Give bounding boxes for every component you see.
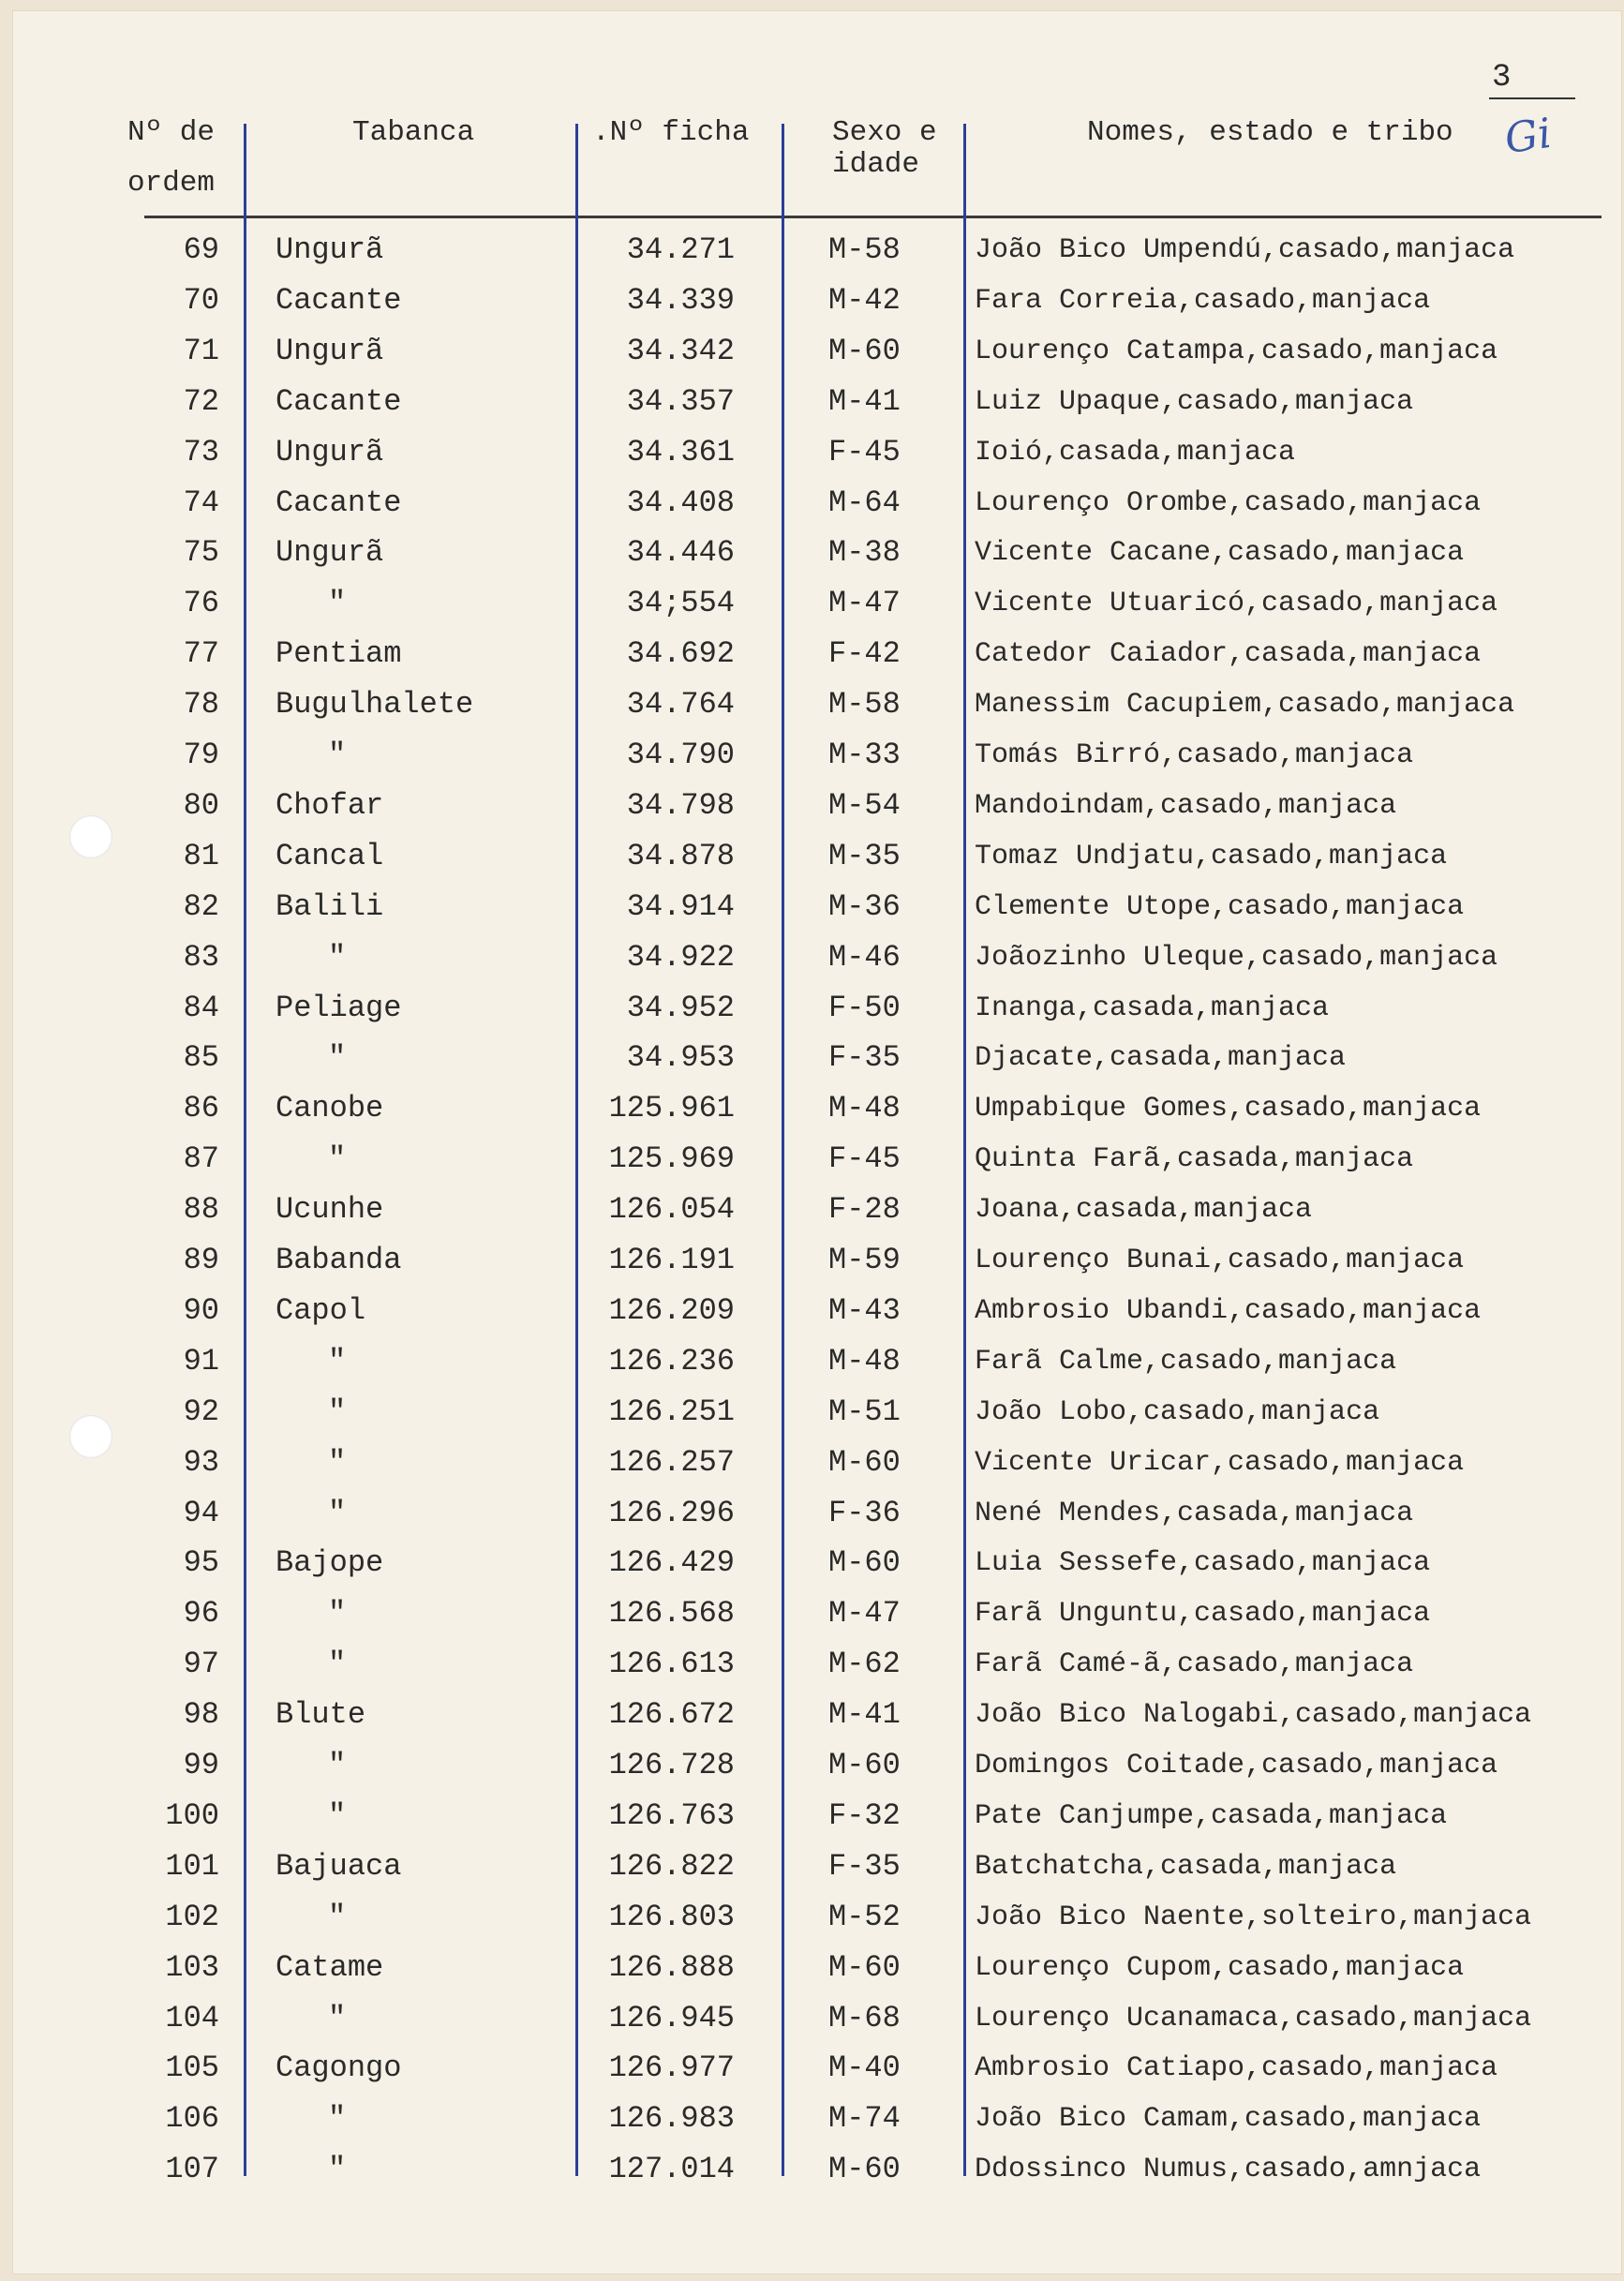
name-cell: Mandoindam,casado,manjaca <box>975 789 1397 822</box>
header-sexo-line2: idade <box>832 148 920 181</box>
ficha-cell: 126.977 <box>608 2050 735 2086</box>
tabanca-cell: " <box>328 1141 347 1177</box>
table-row <box>13 1892 1621 1943</box>
table-row <box>13 1134 1621 1185</box>
tabanca-cell: Canobe <box>276 1091 384 1126</box>
sex-age-cell: M-58 <box>828 687 901 723</box>
order-number: 93 <box>183 1444 219 1480</box>
document-page <box>13 11 1621 2274</box>
ficha-cell: 126.672 <box>608 1697 735 1733</box>
name-cell: Ambrosio Catiapo,casado,manjaca <box>975 2052 1498 2085</box>
order-number: 75 <box>183 535 219 571</box>
order-number: 92 <box>183 1394 219 1429</box>
order-number: 84 <box>183 990 219 1025</box>
sex-age-cell: M-60 <box>828 1545 901 1581</box>
tabanca-cell: " <box>328 1343 347 1379</box>
table-row <box>13 730 1621 781</box>
ficha-cell: 34.914 <box>626 888 735 924</box>
sex-age-cell: M-64 <box>828 485 901 520</box>
ficha-cell: 34.764 <box>626 687 735 723</box>
ficha-cell: 126.429 <box>608 1545 735 1581</box>
ficha-cell: 34.446 <box>626 535 735 571</box>
sex-age-cell: F-32 <box>828 1797 901 1833</box>
tabanca-cell: Cagongo <box>276 2050 402 2086</box>
header-nomes: Nomes, estado e tribo <box>1087 116 1453 149</box>
table-row <box>13 377 1621 427</box>
table-row <box>13 882 1621 932</box>
name-cell: João Bico Camam,casado,manjaca <box>975 2103 1482 2136</box>
tabanca-cell: " <box>328 1495 347 1530</box>
sex-age-cell: M-48 <box>828 1343 901 1379</box>
order-number: 103 <box>165 1949 219 1985</box>
sex-age-cell: M-59 <box>828 1243 901 1277</box>
sex-age-cell: M-36 <box>828 888 901 924</box>
tabanca-cell: Cacante <box>276 485 402 520</box>
name-cell: Vicente Utuaricó,casado,manjaca <box>975 588 1498 620</box>
table-row <box>13 2144 1621 2195</box>
table-row <box>13 679 1621 730</box>
sex-age-cell: M-42 <box>828 282 901 318</box>
order-number: 107 <box>165 2152 219 2187</box>
order-number: 77 <box>183 636 219 672</box>
header-ordem-line2: ordem <box>127 167 216 200</box>
table-row <box>13 1993 1621 2044</box>
name-cell: Joana,casada,manjaca <box>975 1194 1313 1227</box>
order-number: 89 <box>183 1243 219 1277</box>
name-cell: Joãozinho Uleque,casado,manjaca <box>975 941 1498 974</box>
table-row <box>13 1943 1621 1993</box>
order-number: 91 <box>183 1343 219 1379</box>
tabanca-cell: Ungurã <box>276 535 384 571</box>
name-cell: Luiz Upaque,casado,manjaca <box>975 385 1414 418</box>
sex-age-cell: M-74 <box>828 2101 901 2137</box>
name-cell: Lourenço Catampa,casado,manjaca <box>975 335 1498 367</box>
table-row <box>13 225 1621 276</box>
table-row <box>13 528 1621 578</box>
name-cell: Pate Canjumpe,casada,manjaca <box>975 1799 1448 1832</box>
tabanca-cell: Bajuaca <box>276 1848 402 1884</box>
order-number: 101 <box>165 1848 219 1884</box>
table-row <box>13 932 1621 983</box>
name-cell: Farã Camé-ã,casado,manjaca <box>975 1648 1414 1681</box>
order-number: 78 <box>183 687 219 723</box>
sex-age-cell: M-47 <box>828 1596 901 1632</box>
table-row <box>13 1235 1621 1286</box>
ficha-cell: 126.822 <box>608 1848 735 1884</box>
order-number: 100 <box>165 1797 219 1833</box>
name-cell: Manessim Cacupiem,casado,manjaca <box>975 689 1515 722</box>
order-number: 94 <box>183 1495 219 1530</box>
table-row <box>13 427 1621 478</box>
name-cell: Clemente Utope,casado,manjaca <box>975 890 1465 923</box>
sex-age-cell: F-28 <box>828 1192 901 1228</box>
table-row <box>13 478 1621 529</box>
sex-age-cell: F-35 <box>828 1040 901 1076</box>
sex-age-cell: F-50 <box>828 990 901 1025</box>
table-row <box>13 1841 1621 1892</box>
sex-age-cell: M-48 <box>828 1091 901 1126</box>
table-row <box>13 831 1621 882</box>
name-cell: Farã Unguntu,casado,manjaca <box>975 1598 1431 1631</box>
tabanca-cell: Pentiam <box>276 636 402 672</box>
order-number: 105 <box>165 2050 219 2086</box>
name-cell: Ddossinco Numus,casado,amnjaca <box>975 2154 1482 2186</box>
name-cell: Lourenço Bunai,casado,manjaca <box>975 1245 1465 1276</box>
name-cell: Ioió,casada,manjaca <box>975 436 1296 469</box>
tabanca-cell: Capol <box>276 1292 366 1328</box>
order-number: 70 <box>183 282 219 318</box>
tabanca-cell: Cancal <box>276 838 384 873</box>
tabanca-cell: " <box>328 1596 347 1632</box>
table-row <box>13 1336 1621 1387</box>
tabanca-cell: Chofar <box>276 787 384 823</box>
ficha-cell: 34.271 <box>626 232 735 267</box>
order-number: 79 <box>183 738 219 772</box>
table-row <box>13 1387 1621 1438</box>
ficha-cell: 126.763 <box>608 1797 735 1833</box>
sex-age-cell: M-60 <box>828 333 901 368</box>
sex-age-cell: F-36 <box>828 1495 901 1530</box>
name-cell: Vicente Cacane,casado,manjaca <box>975 537 1465 570</box>
tabanca-cell: Babanda <box>276 1243 402 1277</box>
sex-age-cell: M-52 <box>828 1899 901 1934</box>
tabanca-cell: Peliage <box>276 990 402 1025</box>
sex-age-cell: M-47 <box>828 586 901 621</box>
name-cell: Tomaz Undjatu,casado,manjaca <box>975 840 1448 872</box>
sex-age-cell: M-60 <box>828 1444 901 1480</box>
ficha-cell: 34;554 <box>626 586 735 621</box>
order-number: 106 <box>165 2101 219 2137</box>
name-cell: Luia Sessefe,casado,manjaca <box>975 1547 1431 1580</box>
tabanca-cell: " <box>328 1899 347 1934</box>
table-row <box>13 629 1621 679</box>
name-cell: Nené Mendes,casada,manjaca <box>975 1497 1414 1529</box>
sex-age-cell: M-60 <box>828 2152 901 2187</box>
ficha-cell: 126.251 <box>608 1394 735 1429</box>
table-row <box>13 1791 1621 1841</box>
page-number-underline <box>1489 97 1575 99</box>
handwritten-initials: Gi <box>1501 109 1555 164</box>
ficha-cell: 126.236 <box>608 1343 735 1379</box>
table-row <box>13 326 1621 377</box>
ficha-cell: 126.209 <box>608 1292 735 1328</box>
tabanca-cell: " <box>328 2101 347 2137</box>
table-row <box>13 1286 1621 1336</box>
name-cell: João Bico Naente,solteiro,manjaca <box>975 1901 1532 1933</box>
order-number: 102 <box>165 1899 219 1934</box>
tabanca-cell: Blute <box>276 1697 366 1733</box>
name-cell: João Bico Umpendú,casado,manjaca <box>975 234 1515 266</box>
order-number: 74 <box>183 485 219 520</box>
ficha-cell: 34.339 <box>626 282 735 318</box>
name-cell: Djacate,casada,manjaca <box>975 1042 1347 1075</box>
sex-age-cell: F-45 <box>828 1141 901 1177</box>
order-number: 72 <box>183 383 219 419</box>
ficha-cell: 34.342 <box>626 333 735 368</box>
table-row <box>13 1488 1621 1539</box>
sex-age-cell: M-58 <box>828 232 901 267</box>
header-ficha: .Nº ficha <box>592 116 750 149</box>
ficha-cell: 125.969 <box>608 1141 735 1177</box>
order-number: 86 <box>183 1091 219 1126</box>
ficha-cell: 34.878 <box>626 838 735 873</box>
ficha-cell: 126.945 <box>608 2000 735 2035</box>
ficha-cell: 126.191 <box>608 1243 735 1277</box>
sex-age-cell: M-60 <box>828 1949 901 1985</box>
header-tabanca: Tabanca <box>352 116 475 149</box>
table-row <box>13 2043 1621 2094</box>
table-row <box>13 1740 1621 1791</box>
tabanca-cell: Bajope <box>276 1545 384 1581</box>
sex-age-cell: F-45 <box>828 434 901 470</box>
order-number: 97 <box>183 1647 219 1682</box>
ficha-cell: 126.568 <box>608 1596 735 1632</box>
tabanca-cell: " <box>328 2000 347 2035</box>
tabanca-cell: " <box>328 1394 347 1429</box>
tabanca-cell: Ungurã <box>276 434 384 470</box>
table-row <box>13 1639 1621 1690</box>
sex-age-cell: M-46 <box>828 939 901 975</box>
name-cell: Fara Correia,casado,manjaca <box>975 284 1431 317</box>
ficha-cell: 34.357 <box>626 383 735 419</box>
sex-age-cell: F-35 <box>828 1848 901 1884</box>
name-cell: João Lobo,casado,manjaca <box>975 1395 1380 1428</box>
ficha-cell: 126.803 <box>608 1899 735 1934</box>
tabanca-cell: " <box>328 1040 347 1076</box>
order-number: 80 <box>183 787 219 823</box>
page-number: 3 <box>1492 60 1512 96</box>
tabanca-cell: Ungurã <box>276 232 384 267</box>
tabanca-cell: " <box>328 586 347 621</box>
tabanca-cell: " <box>328 2152 347 2187</box>
sex-age-cell: M-33 <box>828 738 901 772</box>
sex-age-cell: M-38 <box>828 535 901 571</box>
tabanca-cell: " <box>328 939 347 975</box>
order-number: 99 <box>183 1748 219 1782</box>
order-number: 87 <box>183 1141 219 1177</box>
sex-age-cell: F-42 <box>828 636 901 672</box>
sex-age-cell: M-62 <box>828 1647 901 1682</box>
ficha-cell: 126.888 <box>608 1949 735 1985</box>
ficha-cell: 34.922 <box>626 939 735 975</box>
table-row <box>13 1538 1621 1588</box>
table-row <box>13 578 1621 629</box>
order-number: 90 <box>183 1292 219 1328</box>
header-rule <box>144 216 1602 218</box>
name-cell: Vicente Uricar,casado,manjaca <box>975 1446 1465 1479</box>
order-number: 76 <box>183 586 219 621</box>
name-cell: Quinta Farã,casada,manjaca <box>975 1143 1414 1176</box>
ficha-cell: 125.961 <box>608 1091 735 1126</box>
table-row <box>13 1588 1621 1639</box>
sex-age-cell: M-40 <box>828 2050 901 2086</box>
name-cell: Domingos Coitade,casado,manjaca <box>975 1750 1498 1782</box>
name-cell: Lourenço Orombe,casado,manjaca <box>975 486 1482 519</box>
ficha-cell: 34.798 <box>626 787 735 823</box>
table-row <box>13 983 1621 1034</box>
table-row <box>13 1690 1621 1740</box>
table-row <box>13 2094 1621 2144</box>
ficha-cell: 126.613 <box>608 1647 735 1682</box>
sex-age-cell: M-41 <box>828 1697 901 1733</box>
order-number: 71 <box>183 333 219 368</box>
ficha-cell: 34.952 <box>626 990 735 1025</box>
sex-age-cell: M-54 <box>828 787 901 823</box>
name-cell: João Bico Nalogabi,casado,manjaca <box>975 1699 1532 1732</box>
ficha-cell: 34.408 <box>626 485 735 520</box>
sex-age-cell: M-68 <box>828 2000 901 2035</box>
ficha-cell: 126.296 <box>608 1495 735 1530</box>
order-number: 95 <box>183 1545 219 1581</box>
ficha-cell: 126.257 <box>608 1444 735 1480</box>
name-cell: Tomás Birró,casado,manjaca <box>975 739 1414 771</box>
order-number: 81 <box>183 838 219 873</box>
name-cell: Catedor Caiador,casada,manjaca <box>975 638 1482 671</box>
sex-age-cell: M-43 <box>828 1292 901 1328</box>
ficha-cell: 34.953 <box>626 1040 735 1076</box>
tabanca-cell: Ucunhe <box>276 1192 384 1228</box>
tabanca-cell: Ungurã <box>276 333 384 368</box>
order-number: 88 <box>183 1192 219 1228</box>
tabanca-cell: " <box>328 1444 347 1480</box>
tabanca-cell: Cacante <box>276 383 402 419</box>
sex-age-cell: M-35 <box>828 838 901 873</box>
name-cell: Ambrosio Ubandi,casado,manjaca <box>975 1294 1482 1327</box>
table-row <box>13 1083 1621 1134</box>
name-cell: Inanga,casada,manjaca <box>975 991 1330 1024</box>
order-number: 82 <box>183 888 219 924</box>
tabanca-cell: Cacante <box>276 282 402 318</box>
order-number: 73 <box>183 434 219 470</box>
name-cell: Lourenço Ucanamaca,casado,manjaca <box>975 2002 1532 2035</box>
order-number: 96 <box>183 1596 219 1632</box>
ficha-cell: 126.983 <box>608 2101 735 2137</box>
header-sexo-line1: Sexo e <box>832 116 937 149</box>
sex-age-cell: M-51 <box>828 1394 901 1429</box>
order-number: 69 <box>183 232 219 267</box>
table-row <box>13 1033 1621 1083</box>
name-cell: Farã Calme,casado,manjaca <box>975 1345 1397 1378</box>
sex-age-cell: M-60 <box>828 1748 901 1782</box>
name-cell: Lourenço Cupom,casado,manjaca <box>975 1951 1465 1984</box>
ficha-cell: 34.692 <box>626 636 735 672</box>
tabanca-cell: " <box>328 1797 347 1833</box>
ficha-cell: 126.728 <box>608 1748 735 1782</box>
tabanca-cell: Catame <box>276 1949 384 1985</box>
order-number: 104 <box>165 2000 219 2035</box>
table-row <box>13 781 1621 831</box>
name-cell: Batchatcha,casada,manjaca <box>975 1850 1397 1883</box>
ficha-cell: 34.361 <box>626 434 735 470</box>
order-number: 83 <box>183 939 219 975</box>
ficha-cell: 127.014 <box>608 2152 735 2187</box>
table-row <box>13 1185 1621 1235</box>
tabanca-cell: Balili <box>276 888 384 924</box>
sex-age-cell: M-41 <box>828 383 901 419</box>
tabanca-cell: " <box>328 1647 347 1682</box>
tabanca-cell: " <box>328 738 347 772</box>
table-row <box>13 1438 1621 1488</box>
tabanca-cell: " <box>328 1748 347 1782</box>
tabanca-cell: Bugulhalete <box>276 687 474 723</box>
ficha-cell: 126.054 <box>608 1192 735 1228</box>
order-number: 85 <box>183 1040 219 1076</box>
table-row <box>13 276 1621 326</box>
header-ordem-line1: Nº de <box>127 116 216 149</box>
name-cell: Umpabique Gomes,casado,manjaca <box>975 1093 1482 1126</box>
order-number: 98 <box>183 1697 219 1733</box>
ficha-cell: 34.790 <box>626 738 735 772</box>
